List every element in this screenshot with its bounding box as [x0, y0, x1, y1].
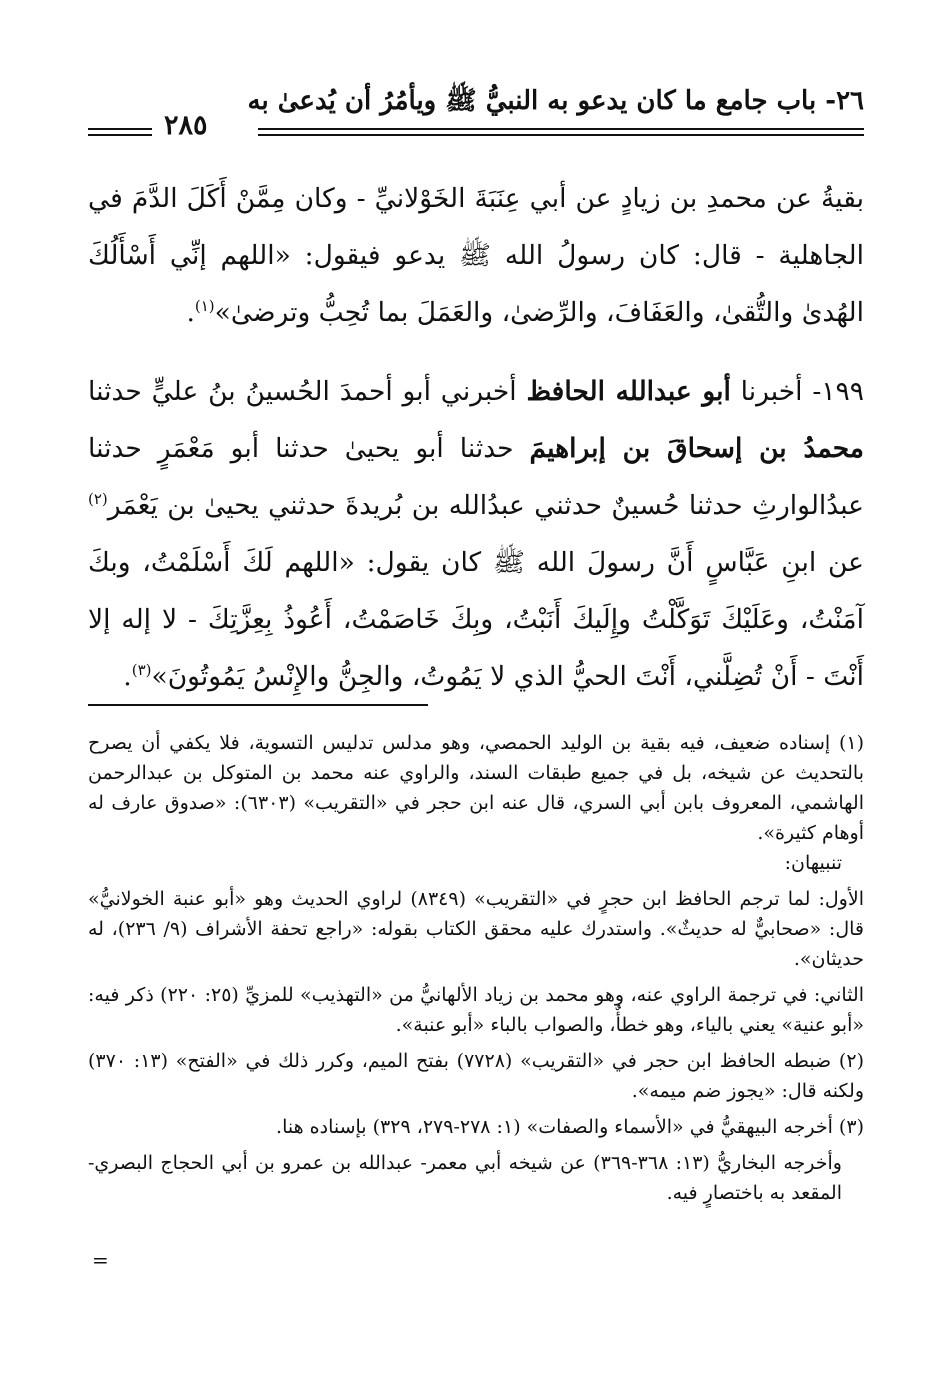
continuation-mark: =	[92, 1248, 109, 1272]
narrator-name: محمدُ بن إسحاقَ بن إبراهيمَ	[529, 433, 864, 464]
footnote-3: (٣) أخرجه البيهقيُّ في «الأسماء والصفات» (١: ٢٧٨-٢٧٩، ٣٢٩) بإسناده هنا.	[276, 1116, 864, 1138]
footnote-note-second: الثاني: في ترجمة الراوي عنه، وهو محمد بن زياد الألهانيُّ من «التهذيب» للمزيِّ (٢٥: ٢٢٠) ذكر فيه: «أبو عنية» يعني بالياء، وهو خطأٌ، والصواب بالباء «أبو عنبة».	[88, 984, 865, 1036]
hadith-text: عن ابنِ عَبَّاسٍ أَنَّ رسولَ الله ﷺ كان يقول: «اللهم لَكَ أَسْلَمْتُ، وبكَ آمَنْتُ، وعَلَيْكَ تَوَكَّلْتُ وإِلَيكَ أَنَبْتُ، وبِكَ خَاصَمْتُ، أَعُوذُ بِعِزَّتِكَ - لا إله إلا أَنْتَ - أَنْ تُضِلَّني، أَنْتَ الحيُّ الذي لا يَمُوتُ، والجِنُّ والإِنْسُ يَمُوتُونَ»	[88, 547, 864, 692]
page-number: ٢٨٥	[164, 110, 208, 141]
chain-text: حدثنا أبو يحيىٰ حدثنا أبو مَعْمَرٍ حدثنا عبدُالوارثِ حدثنا حُسينٌ حدثني عبدُالله بن بُريدةَ حدثني يحيىٰ بن يَعْمَر	[88, 433, 864, 521]
footnote-2: (٢) ضبطه الحافظ ابن حجر في «التقريب» (٧٧٢٨) بفتح الميم، وكرر ذلك في «الفتح» (١٣: ٣٧٠) ولكنه قال: «يجوز ضم ميمه».	[88, 1050, 864, 1102]
footnote-separator	[88, 704, 428, 706]
paragraph-continuation	[88, 170, 864, 341]
paragraph-text: بقيةُ عن محمدِ بن زيادٍ عن أبي عِنَبَةَ الخَوْلانيِّ - وكان مِمَّنْ أَكَلَ الدَّمَ في الجاهلية - قال: كان رسولُ الله ﷺ يدعو فيقول: «اللهم إنِّي أَسْأَلُكَ الهُدىٰ والتُّقىٰ، والعَفَافَ، والرِّضىٰ، والعَمَلَ بما تُحِبُّ وترضىٰ»	[88, 183, 864, 328]
footnotes	[88, 728, 864, 1208]
hadith-199	[88, 363, 864, 705]
main-text	[88, 170, 864, 705]
footnote-3-continued: وأخرجه البخاريُّ (١٣: ٣٦٨-٣٦٩) عن شيخه أبي معمر- عبدالله بن عمرو بن أبي الحجاج البصري- المقعد به باختصارٍ فيه.	[88, 1152, 842, 1204]
full-stop: .	[186, 297, 195, 328]
chapter-title: ٢٦- باب جامع ما كان يدعو به النبيُّ ﷺ ويأمُرُ أن يُدعىٰ به	[247, 86, 864, 116]
hadith-number: ١٩٩- أخبرنا	[730, 376, 864, 407]
footnote-note-first: الأول: لما ترجم الحافظ ابن حجرٍ في «التقريب» (٨٣٤٩) لراوي الحديث وهو «أبو عنبة الخولانيُّ» قال: «صحابيٌّ له حديثٌ». واستدرك عليه محقق الكتاب بقوله: «راجع تحفة الأشراف (٩/ ٢٣٦)، له حديثان».	[88, 888, 865, 970]
footnote-ref: (١)	[194, 297, 215, 316]
narrator-name: أبو عبدالله الحافظ	[526, 376, 731, 407]
footnote-ref: (٢)	[88, 490, 108, 509]
page-header	[88, 84, 864, 144]
footnote-1: (١) إسناده ضعيف، فيه بقية بن الوليد الحمصي، وهو مدلس تدليس التسوية، فلا يكفي أن يصرح بالتحديث عن شيخه، بل في جميع طبقات السند، والراوي عنه محمد بن المتوكل بن عبدالرحمن الهاشمي، المعروف بابن أبي السري، قال عنه ابن حجر في «التقريب» (٦٣٠٣): «صدوق عارف له أوهام كثيرة».	[88, 732, 865, 844]
header-rule-short	[88, 128, 152, 136]
footnote-ref: (٣)	[131, 661, 152, 680]
chain-text: أخبرني أبو أحمدَ الحُسينُ بنُ عليٍّ حدثنا	[88, 376, 527, 407]
full-stop: .	[123, 661, 132, 692]
footnote-notes-heading: تنبيهان:	[784, 852, 842, 874]
header-rule	[258, 128, 864, 136]
